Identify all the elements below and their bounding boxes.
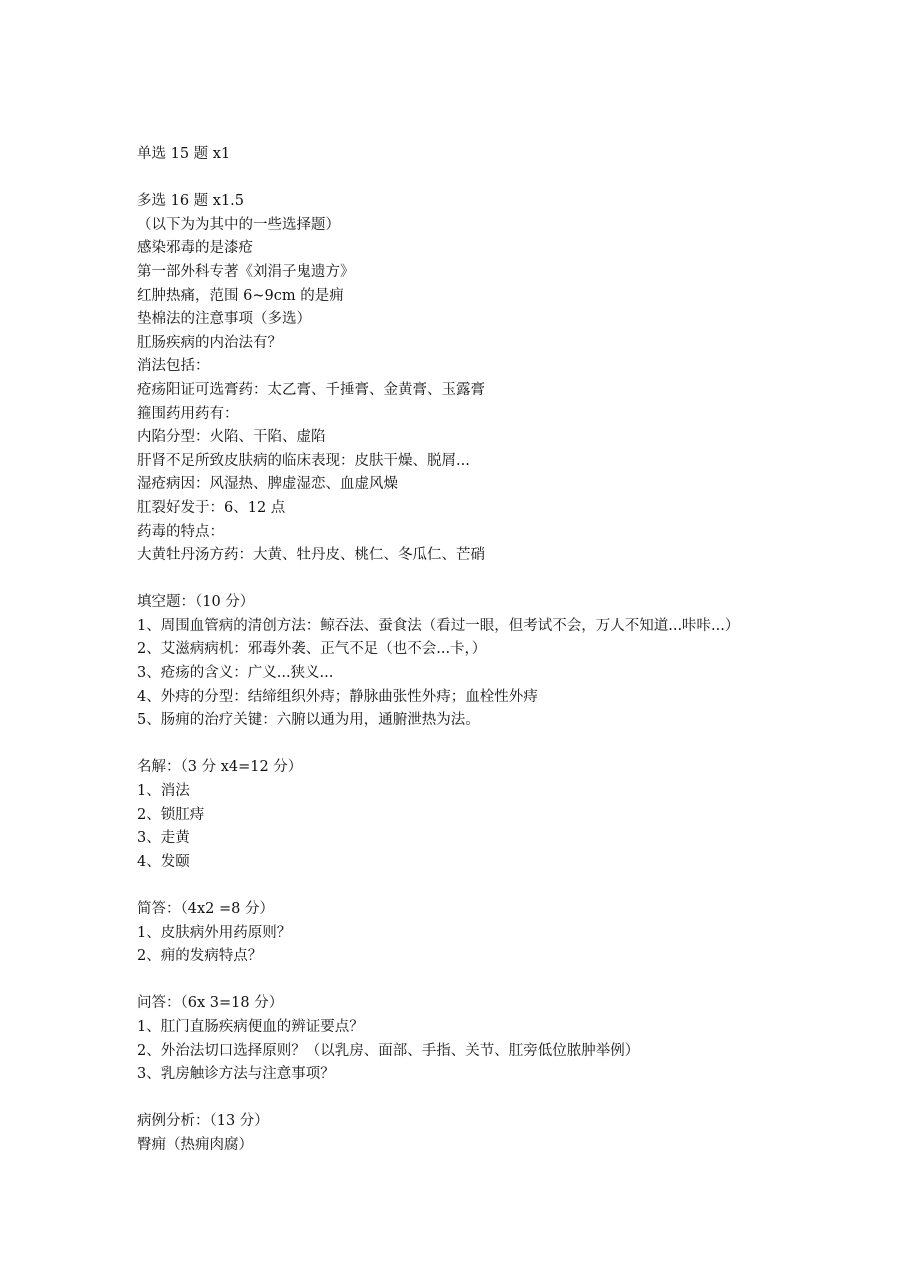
fill-blank-item: 1、周围血管病的清创方法：鲸吞法、蚕食法（看过一眼，但考试不会，万人不知道...咔咔...）: [137, 617, 740, 634]
case-analysis-item: 臀痈（热痈肉腐）: [137, 1136, 253, 1153]
multi-choice-scoring: 多选 16 题 x1.5: [137, 193, 245, 210]
choice-section-note: （以下为为其中的一些选择题）: [137, 216, 340, 233]
choice-item: 药毒的特点：: [137, 523, 224, 540]
choice-item: 肛肠疾病的内治法有？: [137, 334, 282, 351]
choice-item: 湿疮病因：风湿热、脾虚湿恋、血虚风燥: [137, 476, 398, 493]
choice-item: 肛裂好发于：6、12 点: [137, 499, 286, 516]
essay-item: 2、外治法切口选择原则？（以乳房、面部、手指、关节、肛旁低位脓肿举例）: [137, 1042, 640, 1059]
choice-item: 感染邪毒的是漆疮: [137, 240, 253, 257]
fill-blank-item: 2、艾滋病病机：邪毒外袭、正气不足（也不会...卡，）: [137, 641, 487, 658]
choice-item: 红肿热痛，范围 6~9cm 的是痈: [137, 287, 344, 304]
short-answer-title: 简答：（4x2 =8 分）: [137, 901, 274, 917]
fill-blank-item: 3、疮疡的含义：广义...狭义...: [137, 665, 334, 682]
choice-item: 大黄牡丹汤方药：大黄、牡丹皮、桃仁、冬瓜仁、芒硝: [137, 547, 485, 564]
term-item: 3、走黄: [137, 830, 190, 847]
spacer: [137, 1087, 857, 1111]
choice-item: 箍围药用药有：: [137, 405, 239, 422]
single-choice-scoring: 单选 15 题 x1: [137, 146, 231, 162]
essay-item: 3、乳房触诊方法与注意事项？: [137, 1066, 335, 1083]
spacer: [137, 874, 857, 898]
choice-item: 内陷分型：火陷、干陷、虚陷: [137, 429, 326, 446]
document-page: [137, 143, 857, 1158]
essay-title: 问答：（6x 3=18 分）: [137, 995, 284, 1012]
term-item: 2、锁肛痔: [137, 806, 205, 823]
term-item: 1、消法: [137, 783, 190, 800]
choice-item: 肝肾不足所致皮肤病的临床表现：皮肤干燥、脱屑...: [137, 452, 470, 469]
term-item: 4、发颐: [137, 853, 190, 870]
short-answer-item: 2、痈的发病特点？: [137, 948, 263, 965]
choice-item: 消法包括：: [137, 358, 210, 375]
spacer: [137, 167, 857, 191]
choice-item: 疮疡阳证可选膏药：太乙膏、千捶膏、金黄膏、玉露膏: [137, 381, 485, 398]
spacer: [137, 733, 857, 757]
fill-blank-item: 5、肠痈的治疗关键：六腑以通为用，通腑泄热为法。: [137, 712, 480, 729]
essay-item: 1、肛门直肠疾病便血的辨证要点？: [137, 1018, 364, 1035]
case-analysis-title: 病例分析：（13 分）: [137, 1113, 269, 1130]
term-explanation-title: 名解：（3 分 x4=12 分）: [137, 759, 303, 776]
fill-blank-title: 填空题：（10 分）: [137, 594, 255, 611]
choice-item: 第一部外科专著《刘涓子鬼遗方》: [137, 263, 355, 280]
fill-blank-item: 4、外痔的分型：结缔组织外痔；静脉曲张性外痔；血栓性外痔: [137, 688, 538, 705]
spacer: [137, 568, 857, 592]
choice-item: 垫棉法的注意事项（多选）: [137, 311, 311, 328]
short-answer-item: 1、皮肤病外用药原则？: [137, 924, 292, 941]
spacer: [137, 969, 857, 993]
